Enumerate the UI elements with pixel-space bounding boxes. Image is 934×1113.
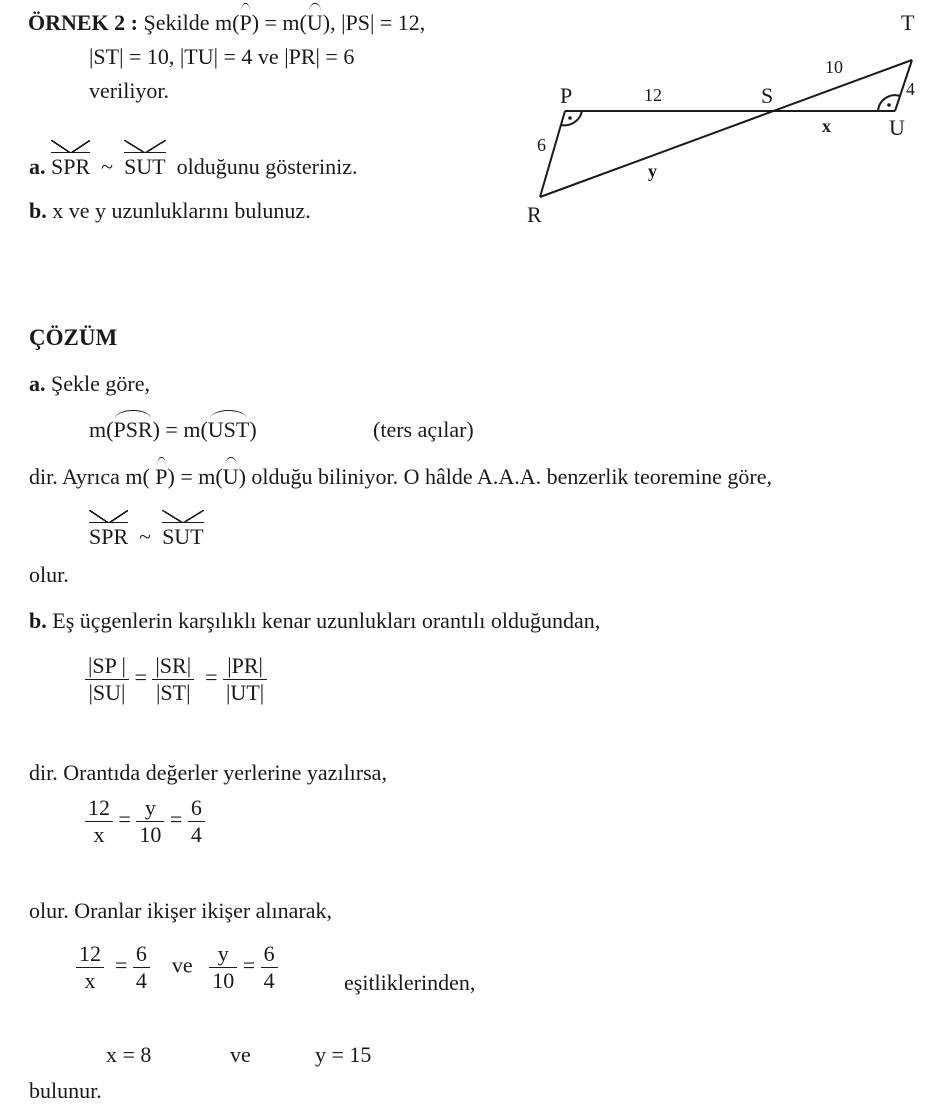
fraction	[152, 655, 194, 704]
equals-sign: =	[118, 806, 131, 832]
triangle-SPR: SPR	[51, 154, 91, 179]
question-b-text: x ve y uzunluklarını bulunuz.	[52, 198, 311, 223]
angle-text: ) = m(	[152, 417, 208, 442]
angle-dot-U	[887, 103, 891, 107]
value-equation	[85, 797, 205, 846]
numerator: 6	[188, 797, 205, 822]
dir-text: ) = m(	[167, 464, 223, 489]
angle-P-ref: P	[155, 464, 168, 489]
numerator: 12	[76, 943, 104, 968]
denominator: 4	[263, 968, 275, 993]
solution-a-label: a.	[29, 371, 46, 396]
numerator: |PR|	[223, 655, 267, 680]
result-x: x = 8	[106, 1042, 152, 1067]
fraction	[76, 943, 104, 992]
question-a-label: a.	[29, 154, 46, 179]
numerator: |SP |	[85, 655, 129, 680]
given-text: Şekilde m(	[143, 10, 240, 35]
geometry-figure	[0, 0, 934, 240]
label-R: R	[527, 202, 542, 227]
denominator: |SU|	[88, 680, 126, 705]
solution-b-text: Eş üçgenlerin karşılıklı kenar uzunlukları orantılı olduğundan,	[52, 608, 601, 633]
equals-sign: =	[242, 952, 256, 978]
label-T: T	[901, 10, 915, 35]
olur-2: olur. Oranlar ikişer ikişer alınarak,	[29, 898, 333, 923]
pair-equations	[76, 943, 278, 992]
length-TU: 4	[906, 79, 915, 99]
denominator: x	[84, 968, 96, 993]
fraction	[188, 797, 205, 846]
angle-UST: UST	[207, 417, 250, 442]
solution-dir-line	[29, 466, 772, 488]
angle-PSR: PSR	[113, 417, 153, 442]
denominator: x	[93, 822, 105, 847]
angle-note: (ters açılar)	[373, 417, 474, 442]
triangle-SUT: SUT	[124, 154, 166, 179]
numerator: y	[209, 943, 237, 968]
dir-2: dir. Orantıda değerler yerlerine yazılırsa,	[29, 760, 387, 785]
angle-dot-P	[568, 116, 572, 120]
fraction	[209, 943, 237, 992]
ve-text: ve	[171, 952, 193, 978]
numerator: 6	[133, 943, 150, 968]
denominator: 10	[212, 968, 235, 993]
given-text: ) = m(	[251, 10, 307, 35]
angle-text: m(	[89, 417, 114, 442]
result-ve: ve	[230, 1042, 251, 1067]
triangle-SUT: SUT	[162, 524, 204, 549]
fraction	[223, 655, 267, 704]
question-b-label: b.	[29, 198, 47, 223]
example-heading: ÖRNEK 2 :	[28, 10, 138, 35]
equals-sign: =	[205, 664, 218, 690]
angle-U-ref: U	[222, 464, 239, 489]
ratio-equation	[85, 655, 267, 704]
numerator: 6	[261, 943, 278, 968]
length-PR: 6	[537, 135, 546, 155]
fraction	[136, 797, 164, 846]
length-y: y	[648, 161, 657, 181]
numerator: 12	[85, 797, 113, 822]
result-y: y = 15	[315, 1042, 372, 1067]
angle-U: U	[306, 10, 323, 35]
angle-equality	[89, 419, 257, 441]
esitliklerinden: eşitliklerinden,	[344, 970, 476, 995]
line-RT	[540, 60, 912, 197]
fraction	[261, 943, 278, 992]
denominator: 4	[190, 822, 202, 847]
equals-sign: =	[115, 952, 128, 978]
example-given-line2: |ST| = 10, |TU| = 4 ve |PR| = 6	[89, 44, 355, 69]
angle-text: )	[249, 417, 257, 442]
equals-sign: =	[169, 806, 183, 832]
equals-sign: =	[134, 664, 147, 690]
olur-1: olur.	[29, 562, 69, 587]
given-text: ), |PS| = 12,	[322, 10, 426, 35]
bulunur: bulunur.	[29, 1078, 102, 1103]
similar-sign: ~	[139, 524, 152, 549]
solution-b	[29, 610, 600, 632]
dir-text: ) olduğu biliniyor. O hâlde A.A.A. benzerlik teoremine göre,	[238, 464, 772, 489]
label-S: S	[761, 83, 774, 108]
denominator: 4	[135, 968, 147, 993]
example-given-line3: veriliyor.	[89, 78, 170, 103]
denominator: 10	[139, 822, 162, 847]
fraction	[85, 655, 129, 704]
numerator: |SR|	[152, 655, 194, 680]
fraction	[133, 943, 150, 992]
solution-a	[29, 373, 150, 395]
numerator: y	[136, 797, 164, 822]
angle-P: P	[239, 10, 252, 35]
fraction	[85, 797, 113, 846]
label-U: U	[889, 115, 905, 140]
solution-a-text: Şekle göre,	[51, 371, 150, 396]
dir-text: dir. Ayrıca m(	[29, 464, 150, 489]
figure-lines	[540, 60, 912, 197]
triangle-SPR: SPR	[89, 524, 129, 549]
solution-title: ÇÖZÜM	[29, 325, 118, 350]
similar-sign: ~	[101, 154, 114, 179]
length-ST: 10	[825, 57, 843, 77]
label-P: P	[560, 83, 573, 108]
similarity-statement	[89, 526, 204, 548]
denominator: |UT|	[226, 680, 265, 705]
length-PS: 12	[644, 85, 662, 105]
denominator: |ST|	[156, 680, 191, 705]
question-a-text: olduğunu gösteriniz.	[176, 154, 358, 179]
length-x: x	[822, 116, 831, 136]
solution-b-label: b.	[29, 608, 47, 633]
